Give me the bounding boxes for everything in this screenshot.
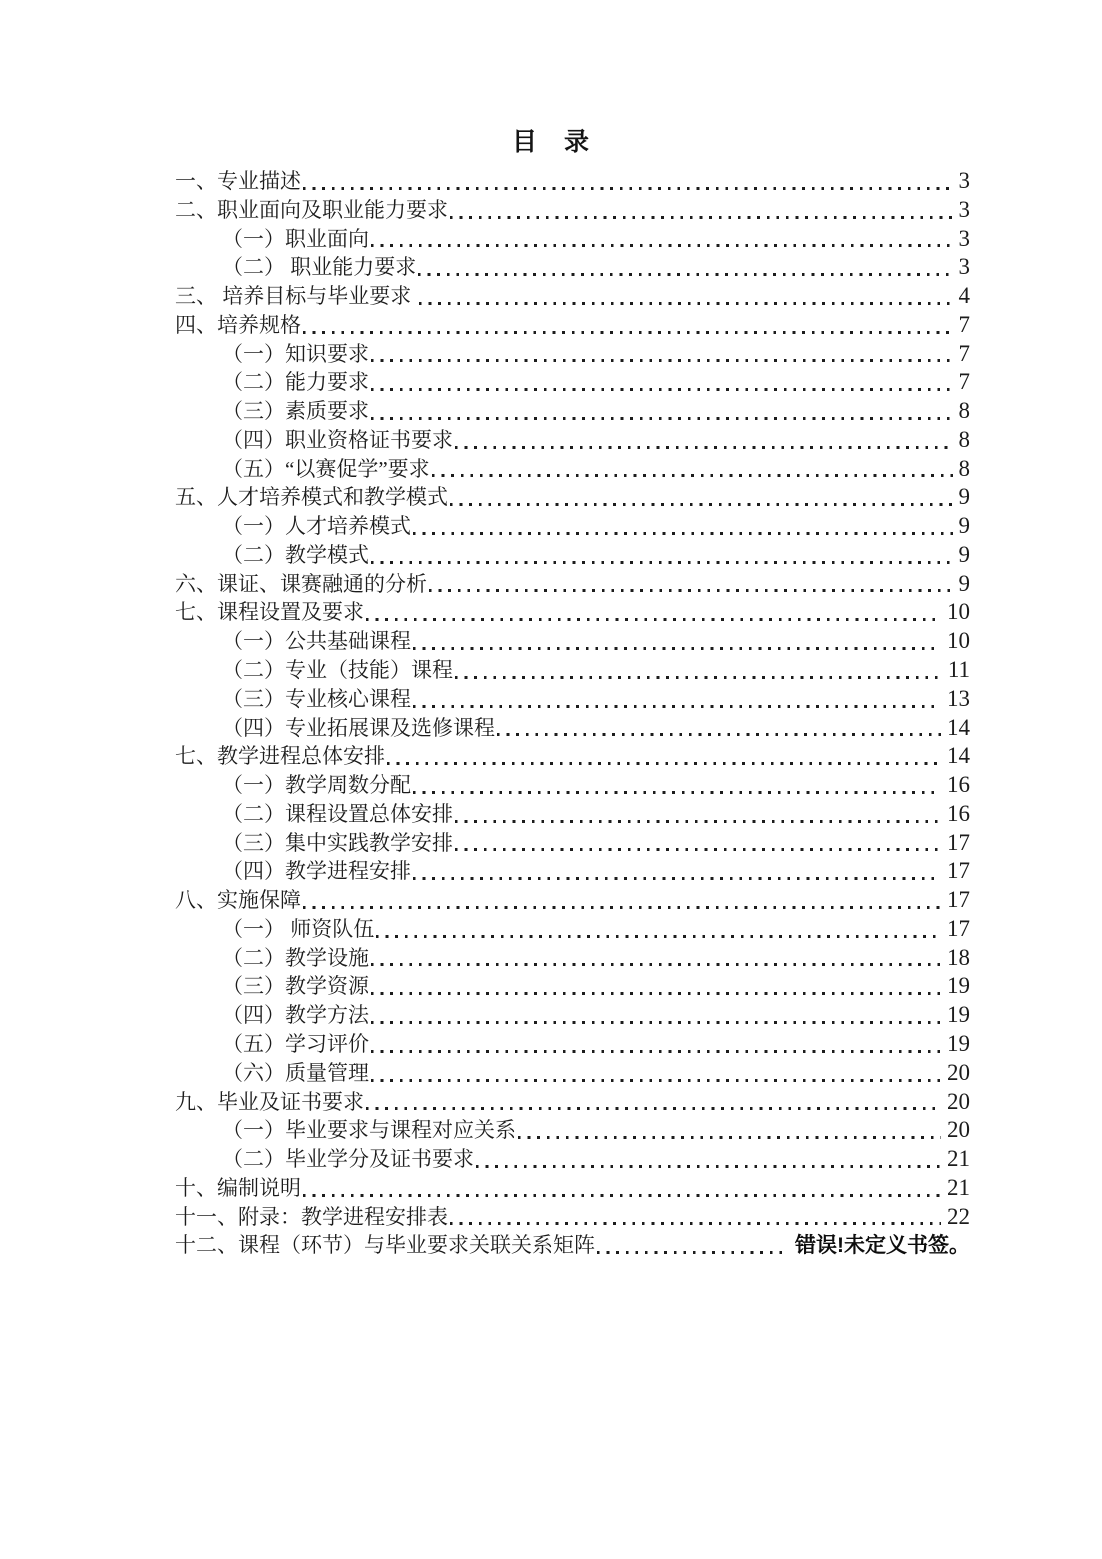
toc-entry-page-number: 11 (947, 657, 970, 683)
toc-entry[interactable] (175, 742, 970, 771)
toc-entry[interactable] (175, 800, 970, 829)
page-title: 目 录 (511, 129, 590, 156)
toc-entry-page-number: 19 (947, 973, 970, 999)
toc-entry-label: 三、 培养目标与毕业要求 (175, 284, 417, 309)
table-of-contents (175, 167, 970, 1260)
toc-entry-label: （五）“以赛促学”要求 (222, 456, 430, 481)
dot-leader-icon (418, 273, 952, 276)
toc-entry[interactable] (175, 1145, 970, 1174)
toc-entry-label: 十二、课程（环节）与毕业要求关联关系矩阵 (175, 1233, 595, 1258)
toc-entry-page-number: 19 (947, 1002, 970, 1028)
toc-entry-page-number: 21 (947, 1174, 970, 1200)
toc-entry-page-number: 19 (947, 1030, 970, 1056)
toc-entry[interactable] (175, 1059, 970, 1088)
dot-leader-icon (371, 1021, 941, 1024)
toc-entry-page-number: 7 (958, 311, 970, 337)
dot-leader-icon (413, 877, 941, 880)
toc-entry-page-number: 21 (947, 1146, 970, 1172)
toc-entry[interactable] (175, 1203, 970, 1232)
dot-leader-icon (455, 820, 941, 823)
toc-entry-label: （二）毕业学分及证书要求 (222, 1147, 474, 1172)
dot-leader-icon (497, 733, 941, 736)
toc-entry-label: （三）集中实践教学安排 (222, 830, 453, 855)
toc-entry-page-number: 17 (947, 829, 970, 855)
toc-entry-page-number: 17 (947, 858, 970, 884)
toc-entry-label: （一）职业面向 (222, 226, 369, 251)
toc-entry-page-number: 3 (958, 225, 970, 251)
dot-leader-icon (371, 561, 953, 564)
toc-entry[interactable] (175, 857, 970, 886)
toc-entry-page-number: 9 (958, 513, 970, 539)
dot-leader-icon (455, 676, 942, 679)
toc-entry-label: 四、培养规格 (175, 312, 301, 337)
dot-leader-icon (303, 331, 953, 334)
toc-entry-label: 十、编制说明 (175, 1175, 301, 1200)
toc-entry-label: 七、教学进程总体安排 (175, 744, 385, 769)
dot-leader-icon (366, 618, 941, 621)
dot-leader-icon (432, 474, 953, 477)
toc-entry-page-number: 18 (947, 944, 970, 970)
toc-entry-page-number: 20 (947, 1117, 970, 1143)
toc-entry[interactable] (175, 368, 970, 397)
toc-entry-page-number: 17 (947, 915, 970, 941)
toc-entry-label: 九、毕业及证书要求 (175, 1089, 364, 1114)
toc-entry[interactable] (175, 1231, 970, 1260)
toc-entry-page-number: 7 (958, 369, 970, 395)
toc-entry-label: 一、专业描述 (175, 169, 301, 193)
toc-entry-page-number: 8 (958, 426, 970, 452)
toc-entry-page-number: 9 (958, 570, 970, 596)
toc-entry-label: （二） 职业能力要求 (222, 255, 417, 280)
toc-entry-page-number: 3 (958, 168, 970, 193)
toc-entry[interactable] (175, 972, 970, 1001)
toc-entry-page-number: 14 (947, 714, 970, 740)
dot-leader-icon (450, 1222, 941, 1225)
toc-entry[interactable] (175, 598, 970, 627)
toc-entry-label: 十一、附录：教学进程安排表 (175, 1204, 448, 1229)
toc-entry[interactable] (175, 196, 970, 225)
toc-entry[interactable] (175, 771, 970, 800)
toc-entry-label: 八、实施保障 (175, 888, 301, 913)
toc-entry-label: （四）职业资格证书要求 (222, 427, 453, 452)
toc-entry[interactable] (175, 455, 970, 484)
toc-entry[interactable] (175, 714, 970, 743)
dot-leader-icon (387, 762, 941, 765)
toc-entry-page-number: 8 (958, 455, 970, 481)
toc-entry-label: （一） 师资队伍 (222, 916, 375, 941)
dot-leader-icon (371, 417, 953, 420)
dot-leader-icon (455, 446, 953, 449)
toc-entry-label: （一）公共基础课程 (222, 629, 411, 654)
dot-leader-icon (366, 1107, 941, 1110)
toc-entry[interactable] (175, 483, 970, 512)
dot-leader-icon (371, 992, 941, 995)
toc-entry-page-number: 9 (958, 484, 970, 510)
toc-entry-label: 七、课程设置及要求 (175, 600, 364, 625)
toc-entry-page-number: 错误!未定义书签。 (795, 1234, 970, 1258)
dot-leader-icon (303, 906, 941, 909)
toc-entry[interactable] (175, 570, 970, 599)
toc-entry-label: （一）人才培养模式 (222, 514, 411, 539)
toc-entry-label: 六、课证、课赛融通的分析 (175, 571, 427, 596)
dot-leader-icon (476, 1165, 941, 1168)
toc-entry[interactable] (175, 915, 970, 944)
toc-entry-page-number: 10 (947, 628, 970, 654)
toc-entry-page-number: 9 (958, 541, 970, 567)
toc-entry-page-number: 22 (947, 1203, 970, 1229)
toc-entry[interactable] (175, 829, 970, 858)
toc-entry-label: （二）专业（技能）课程 (222, 658, 453, 683)
toc-entry[interactable] (175, 311, 970, 340)
dot-leader-icon (450, 216, 953, 219)
dot-leader-icon (413, 647, 941, 650)
toc-entry[interactable] (175, 685, 970, 714)
dot-leader-icon (455, 848, 941, 851)
toc-entry[interactable] (175, 1174, 970, 1203)
toc-entry-label: （四）教学进程安排 (222, 859, 411, 884)
toc-entry[interactable] (175, 1030, 970, 1059)
dot-leader-icon (371, 388, 953, 391)
toc-entry[interactable] (175, 1088, 970, 1117)
toc-entry[interactable] (175, 656, 970, 685)
toc-entry-label: 二、职业面向及职业能力要求 (175, 197, 448, 222)
toc-entry-page-number: 20 (947, 1088, 970, 1114)
toc-entry-page-number: 20 (947, 1059, 970, 1085)
toc-entry-page-number: 7 (958, 340, 970, 366)
dot-leader-icon (371, 1079, 941, 1082)
toc-entry-page-number: 3 (958, 254, 970, 280)
toc-entry-page-number: 10 (947, 599, 970, 625)
dot-leader-icon (371, 244, 953, 247)
toc-entry[interactable] (175, 886, 970, 915)
toc-entry-label: （二）教学设施 (222, 945, 369, 970)
toc-entry-label: （二）课程设置总体安排 (222, 801, 453, 826)
dot-leader-icon (518, 1136, 941, 1139)
toc-entry-label: （二）能力要求 (222, 370, 369, 395)
dot-leader-icon (303, 1194, 941, 1197)
toc-entry-label: （四）专业拓展课及选修课程 (222, 715, 495, 740)
toc-entry[interactable] (175, 627, 970, 656)
toc-entry-label: （五）学习评价 (222, 1031, 369, 1056)
toc-entry[interactable] (175, 167, 970, 196)
toc-entry[interactable] (175, 397, 970, 426)
toc-entry[interactable] (175, 225, 970, 254)
toc-entry-label: （一）教学周数分配 (222, 773, 411, 798)
toc-entry[interactable] (175, 1001, 970, 1030)
dot-leader-icon (413, 791, 941, 794)
dot-leader-icon (303, 187, 953, 190)
toc-entry[interactable] (175, 512, 970, 541)
toc-entry-page-number: 13 (947, 685, 970, 711)
toc-entry-page-number: 3 (958, 196, 970, 222)
toc-entry-page-number: 16 (947, 800, 970, 826)
toc-entry-label: （三）专业核心课程 (222, 686, 411, 711)
dot-leader-icon (413, 705, 941, 708)
toc-entry-page-number: 4 (958, 283, 970, 309)
toc-entry-label: （一）知识要求 (222, 341, 369, 366)
toc-entry-page-number: 17 (947, 887, 970, 913)
toc-entry[interactable] (175, 340, 970, 369)
toc-entry-label: 五、人才培养模式和教学模式 (175, 485, 448, 510)
toc-entry-page-number: 16 (947, 772, 970, 798)
toc-entry-page-number: 8 (958, 398, 970, 424)
toc-entry-label: （三）素质要求 (222, 399, 369, 424)
toc-entry-page-number: 14 (947, 743, 970, 769)
toc-entry-label: （一）毕业要求与课程对应关系 (222, 1118, 516, 1143)
toc-entry-label: （四）教学方法 (222, 1003, 369, 1028)
toc-entry-label: （三）教学资源 (222, 974, 369, 999)
toc-entry[interactable] (175, 1116, 970, 1145)
dot-leader-icon (371, 963, 941, 966)
dot-leader-icon (371, 1050, 941, 1053)
dot-leader-icon (419, 302, 953, 305)
toc-entry[interactable] (175, 426, 970, 455)
dot-leader-icon (450, 503, 953, 506)
toc-entry-label: （二）教学模式 (222, 542, 369, 567)
toc-entry[interactable] (175, 944, 970, 973)
dot-leader-icon (429, 589, 953, 592)
dot-leader-icon (376, 935, 941, 938)
toc-entry[interactable] (175, 282, 970, 311)
toc-entry[interactable] (175, 541, 970, 570)
toc-entry[interactable] (175, 253, 970, 282)
dot-leader-icon (413, 532, 953, 535)
toc-entry-label: （六）质量管理 (222, 1060, 369, 1085)
dot-leader-icon (371, 359, 953, 362)
dot-leader-icon (597, 1251, 789, 1254)
